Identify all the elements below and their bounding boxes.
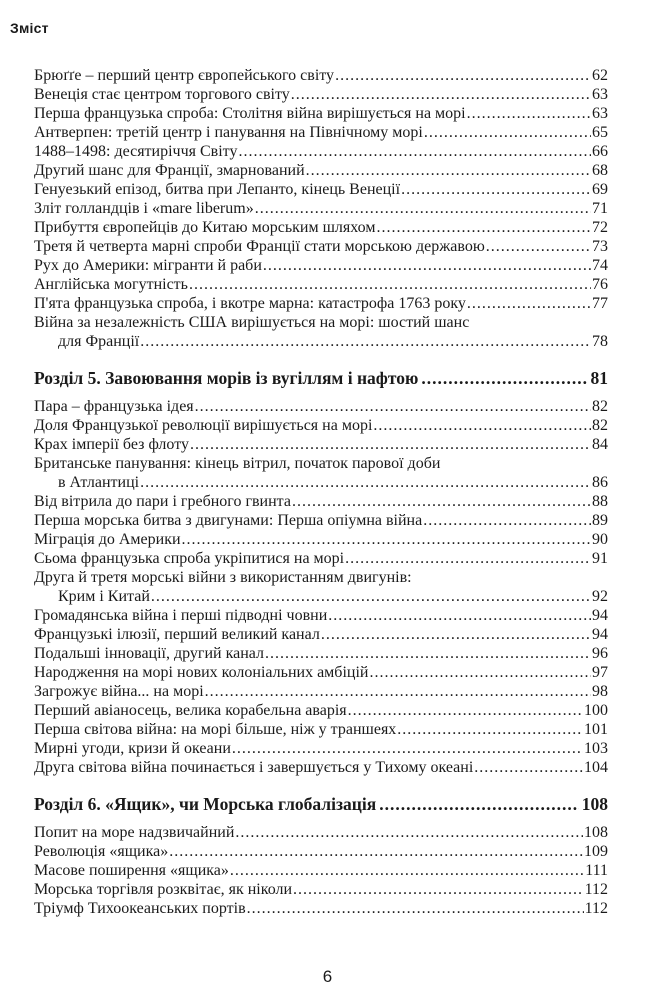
toc-entry <box>34 492 608 511</box>
chapter-page: 81 <box>590 368 608 388</box>
leader-dots <box>467 104 591 123</box>
toc-entry <box>34 606 608 625</box>
toc-entry-title: Венеція стає центром торгового світу <box>34 86 290 103</box>
toc-entry <box>34 720 608 739</box>
toc-entry-page: 82 <box>592 398 608 415</box>
toc-entry-title: Війна за незалежність США вирішується на морі: шостий шанс <box>34 314 470 331</box>
toc-entry-title: Загрожує війна... на морі <box>34 683 204 700</box>
running-title: Зміст <box>10 20 49 36</box>
toc-entry <box>34 199 608 218</box>
toc-entry <box>34 218 608 237</box>
leader-dots <box>348 701 583 720</box>
toc-entry-title: Від вітрила до пари і гребного гвинта <box>34 493 291 510</box>
leader-dots <box>373 416 591 435</box>
leader-dots <box>424 123 591 142</box>
leader-dots <box>205 682 591 701</box>
leader-dots <box>247 899 584 918</box>
toc-entry <box>34 861 608 880</box>
toc-entry-page: 97 <box>592 664 608 681</box>
toc-entry <box>34 739 608 758</box>
toc-entry-page: 88 <box>592 493 608 510</box>
toc-entry <box>34 758 608 777</box>
leader-dots <box>376 218 591 237</box>
leader-dots <box>169 842 583 861</box>
toc-entry-title: Рух до Америки: мігранти й раби <box>34 257 262 274</box>
leader-dots <box>238 142 591 161</box>
toc-entry-title: Сьома французька спроба укріпитися на морі <box>34 550 345 567</box>
toc-entry-title: Мирні угоди, кризи й океани <box>34 740 231 757</box>
toc-entry <box>34 142 608 161</box>
toc-entry-page: 108 <box>584 824 608 841</box>
chapter-title: Розділ 6. «Ящик», чи Морська глобалізація <box>34 794 377 814</box>
toc-entry-page: 69 <box>592 181 608 198</box>
leader-dots <box>292 492 591 511</box>
toc-entry-page: 72 <box>592 219 608 236</box>
table-of-contents <box>34 66 608 918</box>
toc-entry <box>34 123 608 142</box>
toc-entry <box>34 530 608 549</box>
leader-dots <box>235 823 583 842</box>
page-number: 6 <box>322 967 333 986</box>
toc-entry <box>34 180 608 199</box>
toc-entry-title: Брюґґе – перший центр європейського світу <box>34 67 335 84</box>
toc-entry-page: 77 <box>592 295 608 312</box>
toc-group-2a <box>34 397 608 454</box>
toc-entry-page: 65 <box>592 124 608 141</box>
toc-entry-title: Перша світова війна: на морі більше, ніж у траншеях <box>34 721 397 738</box>
toc-entry <box>34 294 608 313</box>
toc-entry-page: 89 <box>592 512 608 529</box>
toc-entry-title: Морська торгівля розквітає, як ніколи <box>34 881 293 898</box>
toc-entry <box>34 701 608 720</box>
toc-entry-title: Друга світова війна починається і завершується у Тихому океані <box>34 759 474 776</box>
toc-entry-title: Громадянська війна і перші підводні човни <box>34 607 328 624</box>
toc-entry <box>34 625 608 644</box>
toc-entry-title: Подальші інновації, другий канал <box>34 645 265 662</box>
toc-entry-title: Крим і Китай <box>58 588 150 605</box>
toc-entry-page: 73 <box>592 238 608 255</box>
toc-entry-page: 98 <box>592 683 608 700</box>
leader-dots <box>151 587 591 606</box>
toc-entry-title: Попит на море надзвичайний <box>34 824 235 841</box>
leader-dots <box>140 332 591 351</box>
toc-entry <box>34 644 608 663</box>
toc-entry-title: Другий шанс для Франції, змарнований <box>34 162 305 179</box>
toc-entry <box>34 899 608 918</box>
toc-entry-title: Перша морська битва з двигунами: Перша опіумна війна <box>34 512 423 529</box>
toc-entry-title: Зліт голландців і «mare liberum» <box>34 200 254 217</box>
toc-entry <box>34 85 608 104</box>
toc-entry-page: 84 <box>592 436 608 453</box>
leader-dots <box>345 549 591 568</box>
toc-entry-page: 92 <box>592 588 608 605</box>
toc-entry-page: 66 <box>592 143 608 160</box>
leader-dots <box>335 66 591 85</box>
toc-entry-page: 78 <box>592 333 608 350</box>
toc-entry <box>34 256 608 275</box>
leader-dots <box>263 256 591 275</box>
leader-dots <box>474 758 583 777</box>
toc-entry <box>34 842 608 861</box>
leader-dots <box>397 720 583 739</box>
toc-entry-title: Генуезький епізод, битва при Лепанто, кінець Венеції <box>34 181 401 198</box>
toc-chapter-heading <box>34 793 608 815</box>
toc-entry-title: Народження на морі нових колоніальних амбіцій <box>34 664 369 681</box>
leader-dots <box>401 180 591 199</box>
toc-entry-title: Британське панування: кінець вітрил, початок парової доби <box>34 455 441 472</box>
toc-entry-title: Перший авіаносець, велика корабельна аварія <box>34 702 347 719</box>
toc-entry <box>34 823 608 842</box>
leader-dots <box>306 161 591 180</box>
toc-entry-title: 1488–1498: десятиріччя Світу <box>34 143 238 160</box>
leader-dots <box>232 739 583 758</box>
toc-entry-page: 63 <box>592 105 608 122</box>
toc-entry-title: Англійська могутність <box>34 276 188 293</box>
toc-entry-page: 109 <box>584 843 608 860</box>
toc-entry-title: П'ята французька спроба, і вкотре марна: катастрофа 1763 року <box>34 295 466 312</box>
toc-entry-page: 100 <box>584 702 608 719</box>
toc-entry-continuation <box>34 587 608 606</box>
leader-dots <box>421 367 587 389</box>
toc-group-2c <box>34 606 608 777</box>
toc-entry-page: 82 <box>592 417 608 434</box>
toc-group-3 <box>34 823 608 918</box>
toc-entry-page: 86 <box>592 474 608 491</box>
toc-entry <box>34 416 608 435</box>
leader-dots <box>379 793 579 815</box>
toc-entry-page: 91 <box>592 550 608 567</box>
leader-dots <box>189 275 591 294</box>
toc-entry-page: 104 <box>584 759 608 776</box>
toc-entry-title: Доля Французької революції вирішується на морі <box>34 417 373 434</box>
toc-entry <box>34 511 608 530</box>
leader-dots <box>291 85 591 104</box>
toc-chapter-heading <box>34 367 608 389</box>
toc-group-1 <box>34 66 608 313</box>
leader-dots <box>255 199 591 218</box>
toc-entry <box>34 663 608 682</box>
toc-entry-page: 76 <box>592 276 608 293</box>
toc-entry <box>34 549 608 568</box>
toc-entry <box>34 397 608 416</box>
toc-entry <box>34 880 608 899</box>
leader-dots <box>423 511 591 530</box>
toc-entry-page: 90 <box>592 531 608 548</box>
leader-dots <box>230 861 584 880</box>
toc-entry-title: в Атлантиці <box>58 474 140 491</box>
toc-entry <box>34 435 608 454</box>
toc-entry-page: 74 <box>592 257 608 274</box>
toc-entry-page: 63 <box>592 86 608 103</box>
toc-entry <box>34 237 608 256</box>
toc-group-2b <box>34 492 608 568</box>
toc-entry-title: Перша французька спроба: Столітня війна вирішується на морі <box>34 105 466 122</box>
toc-entry-page: 112 <box>584 900 608 917</box>
toc-entry-page: 101 <box>584 721 608 738</box>
toc-entry <box>34 568 608 587</box>
toc-entry <box>34 104 608 123</box>
toc-entry-page: 96 <box>592 645 608 662</box>
toc-entry-page: 62 <box>592 67 608 84</box>
leader-dots <box>369 663 591 682</box>
leader-dots <box>140 473 591 492</box>
toc-entry-page: 103 <box>584 740 608 757</box>
toc-entry-title: для Франції <box>58 333 140 350</box>
toc-entry-title: Тріумф Тихоокеанських портів <box>34 900 246 917</box>
leader-dots <box>190 435 591 454</box>
leader-dots <box>182 530 591 549</box>
toc-entry <box>34 454 608 473</box>
toc-entry-title: Крах імперії без флоту <box>34 436 189 453</box>
toc-entry-title: Пара – французька ідея <box>34 398 194 415</box>
chapter-page: 108 <box>581 794 608 814</box>
toc-entry-page: 112 <box>584 881 608 898</box>
toc-entry-continuation <box>34 473 608 492</box>
toc-entry <box>34 161 608 180</box>
toc-entry-title: Масове поширення «ящика» <box>34 862 229 879</box>
toc-entry-title: Третя й четверта марні спроби Франції стати морською державою <box>34 238 485 255</box>
chapter-title: Розділ 5. Завоювання морів із вугіллям і нафтою <box>34 368 419 388</box>
toc-entry-page: 94 <box>592 607 608 624</box>
toc-entry-title: Друга й третя морські війни з використанням двигунів: <box>34 569 412 586</box>
toc-entry <box>34 313 608 332</box>
toc-entry-page: 71 <box>592 200 608 217</box>
toc-entry-page: 94 <box>592 626 608 643</box>
toc-entry <box>34 682 608 701</box>
toc-entry-title: Прибуття європейців до Китаю морським шляхом <box>34 219 376 236</box>
toc-entry-title: Революція «ящика» <box>34 843 169 860</box>
toc-entry <box>34 66 608 85</box>
leader-dots <box>467 294 591 313</box>
leader-dots <box>328 606 591 625</box>
leader-dots <box>321 625 591 644</box>
toc-entry-page: 68 <box>592 162 608 179</box>
leader-dots <box>293 880 584 899</box>
toc-entry-page: 111 <box>585 862 608 879</box>
leader-dots <box>265 644 591 663</box>
toc-entry-title: Антверпен: третій центр і панування на Північному морі <box>34 124 423 141</box>
leader-dots <box>195 397 591 416</box>
toc-entry-title: Французькі ілюзії, перший великий канал <box>34 626 320 643</box>
toc-entry-title: Міграція до Америки <box>34 531 181 548</box>
toc-entry <box>34 275 608 294</box>
toc-entry-continuation <box>34 332 608 351</box>
leader-dots <box>486 237 591 256</box>
